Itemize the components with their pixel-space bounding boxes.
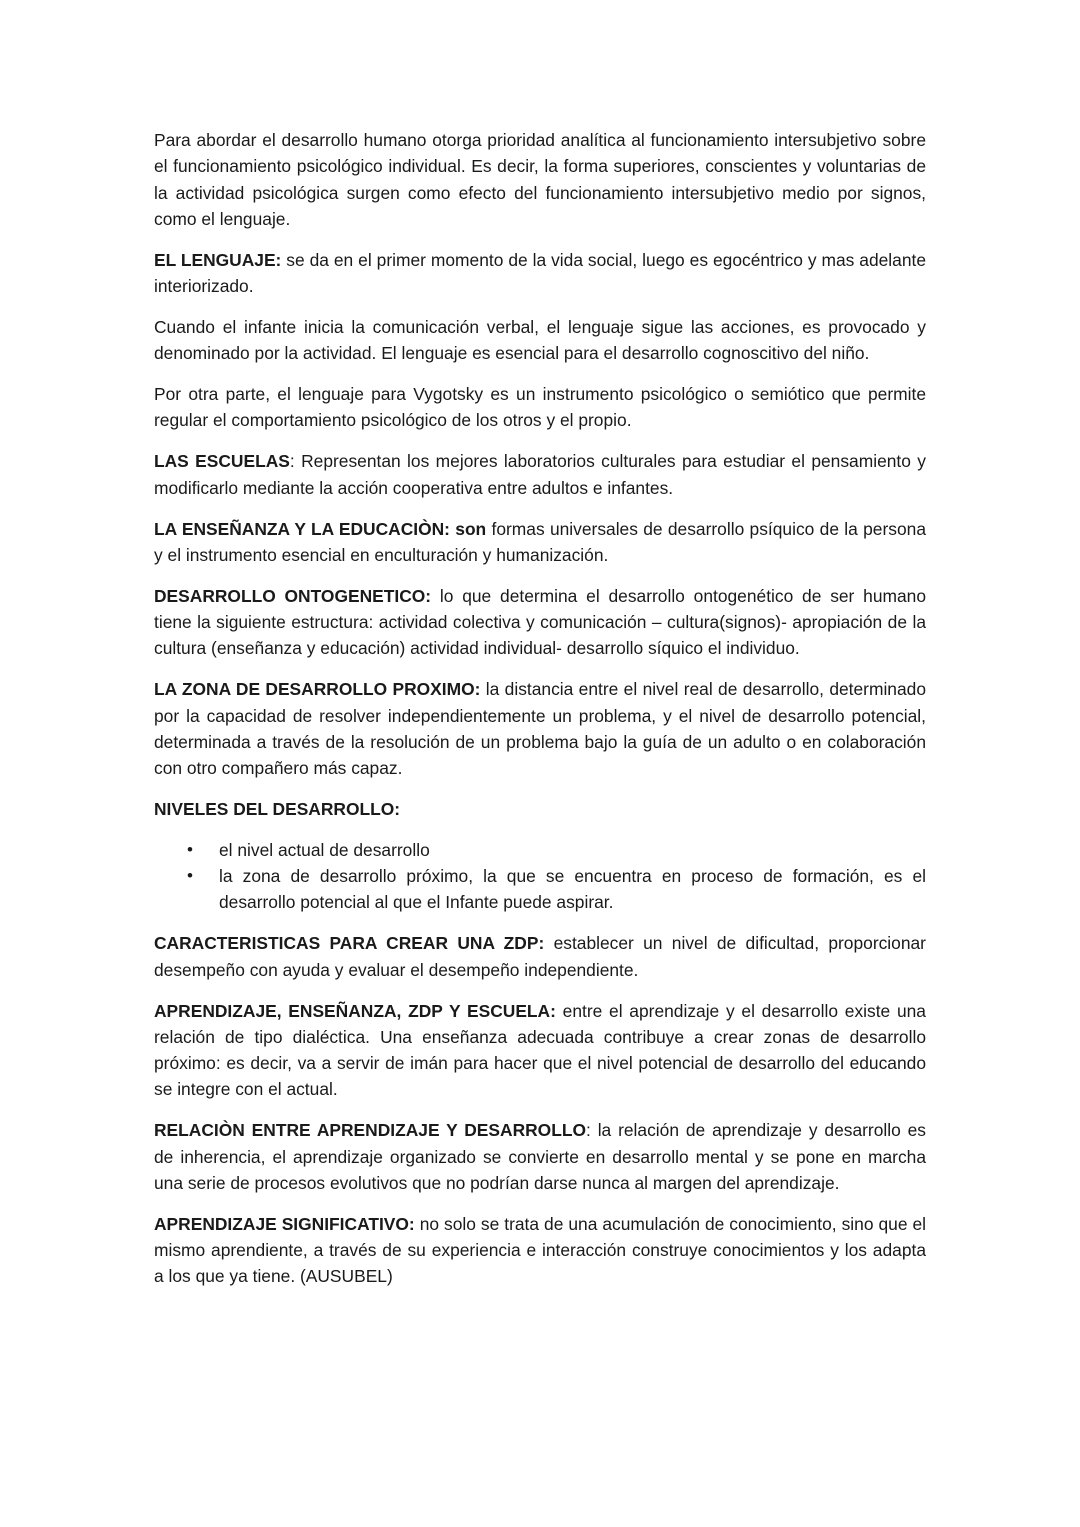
document-page (154, 127, 926, 1304)
caracteristicas-zdp-paragraph (154, 930, 926, 983)
paragraph-text: no solo se trata de una acumulación de conocimiento, sino que el mismo aprendiente, a través de su experiencia e interacción construye conocimientos y los adapta a los que ya tiene. (AUSUBEL) (154, 1213, 927, 1287)
zona-desarrollo-proximo-paragraph (154, 676, 926, 781)
paragraph-term: RELACIÒN ENTRE APRENDIZAJE Y DESARROLLO (154, 1120, 586, 1141)
paragraph-term: CARACTERISTICAS PARA CREAR UNA ZDP: (154, 933, 545, 954)
vygotsky-paragraph (154, 381, 926, 434)
section-heading: NIVELES DEL DESARROLLO: (154, 798, 401, 819)
list-item-text: la zona de desarrollo próximo, la que se encuentra en proceso de formación, es el desarrollo potencial al que el Infante puede aspirar. (219, 866, 926, 913)
paragraph-text: Cuando el infante inicia la comunicación verbal, el lenguaje sigue las acciones, es provocado y denominado por la actividad. El lenguaje es esencial para el desarrollo cognoscitivo del niño. (154, 316, 926, 364)
lenguaje-paragraph (154, 247, 926, 300)
paragraph-term: APRENDIZAJE SIGNIFICATIVO: (154, 1213, 415, 1234)
paragraph-text: establecer un nivel de dificultad, proporcionar desempeño con ayuda y evaluar el desempeño independiente. (154, 933, 926, 980)
bullet-icon: • (187, 866, 193, 886)
paragraph-term: LA ENSEÑANZA Y LA EDUCACIÒN: son (154, 518, 487, 539)
ensenanza-educacion-paragraph (154, 516, 926, 569)
bullet-icon: • (187, 839, 193, 859)
list-item-text: el nivel actual de desarrollo (219, 839, 430, 860)
aprendizaje-significativo-paragraph (154, 1211, 926, 1290)
aprendizaje-ensenanza-paragraph (154, 998, 926, 1103)
comunicacion-verbal-paragraph (154, 314, 926, 367)
paragraph-term: LAS ESCUELAS (154, 451, 290, 472)
paragraph-text: Para abordar el desarrollo humano otorga prioridad analítica al funcionamiento intersubjetivo sobre el funcionamiento psicológico individual. Es decir, la forma superiores, conscientes y voluntarias de la actividad psicológica surgen como efecto del funcionamiento intersubjetivo medio por signos, como el lenguaje. (154, 130, 926, 229)
niveles-heading (154, 796, 926, 822)
list-item (154, 863, 926, 916)
paragraph-text: la distancia entre el nivel real de desarrollo, determinado por la capacidad de resolver independientemente un problema, y el nivel de desarrollo potencial, determinada a través de la resolución de un problema bajo la guía de un adulto o en colaboración con otro compañero más capaz. (154, 679, 926, 779)
paragraph-text: formas universales de desarrollo psíquico de la persona y el instrumento esencial en enculturación y humanización. (154, 518, 926, 565)
paragraph-text: Por otra parte, el lenguaje para Vygotsky es un instrumento psicológico o semiótico que permite regular el comportamiento psicológico de los otros y el propio. (154, 384, 926, 431)
desarrollo-ontogenetico-paragraph (154, 583, 926, 662)
relacion-aprendizaje-desarrollo-paragraph (154, 1117, 926, 1196)
escuelas-paragraph (154, 448, 926, 501)
paragraph-term: EL LENGUAJE: (154, 249, 282, 270)
paragraph-text: entre el aprendizaje y el desarrollo existe una relación de tipo dialéctica. Una enseñanza adecuada contribuye a crear zonas de desarrollo próximo: es decir, va a servir de imán para hacer que el nivel potencial de desarrollo del educando se integre con el actual. (154, 1000, 926, 1100)
paragraph-term: DESARROLLO ONTOGENETICO: (154, 585, 432, 606)
intro-paragraph (154, 127, 926, 232)
paragraph-term: LA ZONA DE DESARROLLO PROXIMO: (154, 679, 481, 700)
list-item (154, 837, 926, 863)
paragraph-text: : la relación de aprendizaje y desarrollo es de inherencia, el aprendizaje organizado se convierte en desarrollo mental y se pone en marcha una serie de procesos evolutivos que no podrían darse nunca al margen del aprendizaje. (154, 1120, 926, 1193)
paragraph-text: se da en el primer momento de la vida social, luego es egocéntrico y mas adelante interiorizado. (154, 249, 926, 297)
paragraph-term: APRENDIZAJE, ENSEÑANZA, ZDP Y ESCUELA: (154, 1000, 556, 1021)
paragraph-text: : Representan los mejores laboratorios culturales para estudiar el pensamiento y modificarlo mediante la acción cooperativa entre adultos e infantes. (154, 451, 926, 498)
paragraph-text: lo que determina el desarrollo ontogenético de ser humano tiene la siguiente estructura: actividad colectiva y comunicación – cultura(signos)- apropiación de la cultura (enseñanza y educación) actividad individual- desarrollo síquico el individuo. (154, 585, 926, 659)
niveles-list (154, 837, 926, 916)
